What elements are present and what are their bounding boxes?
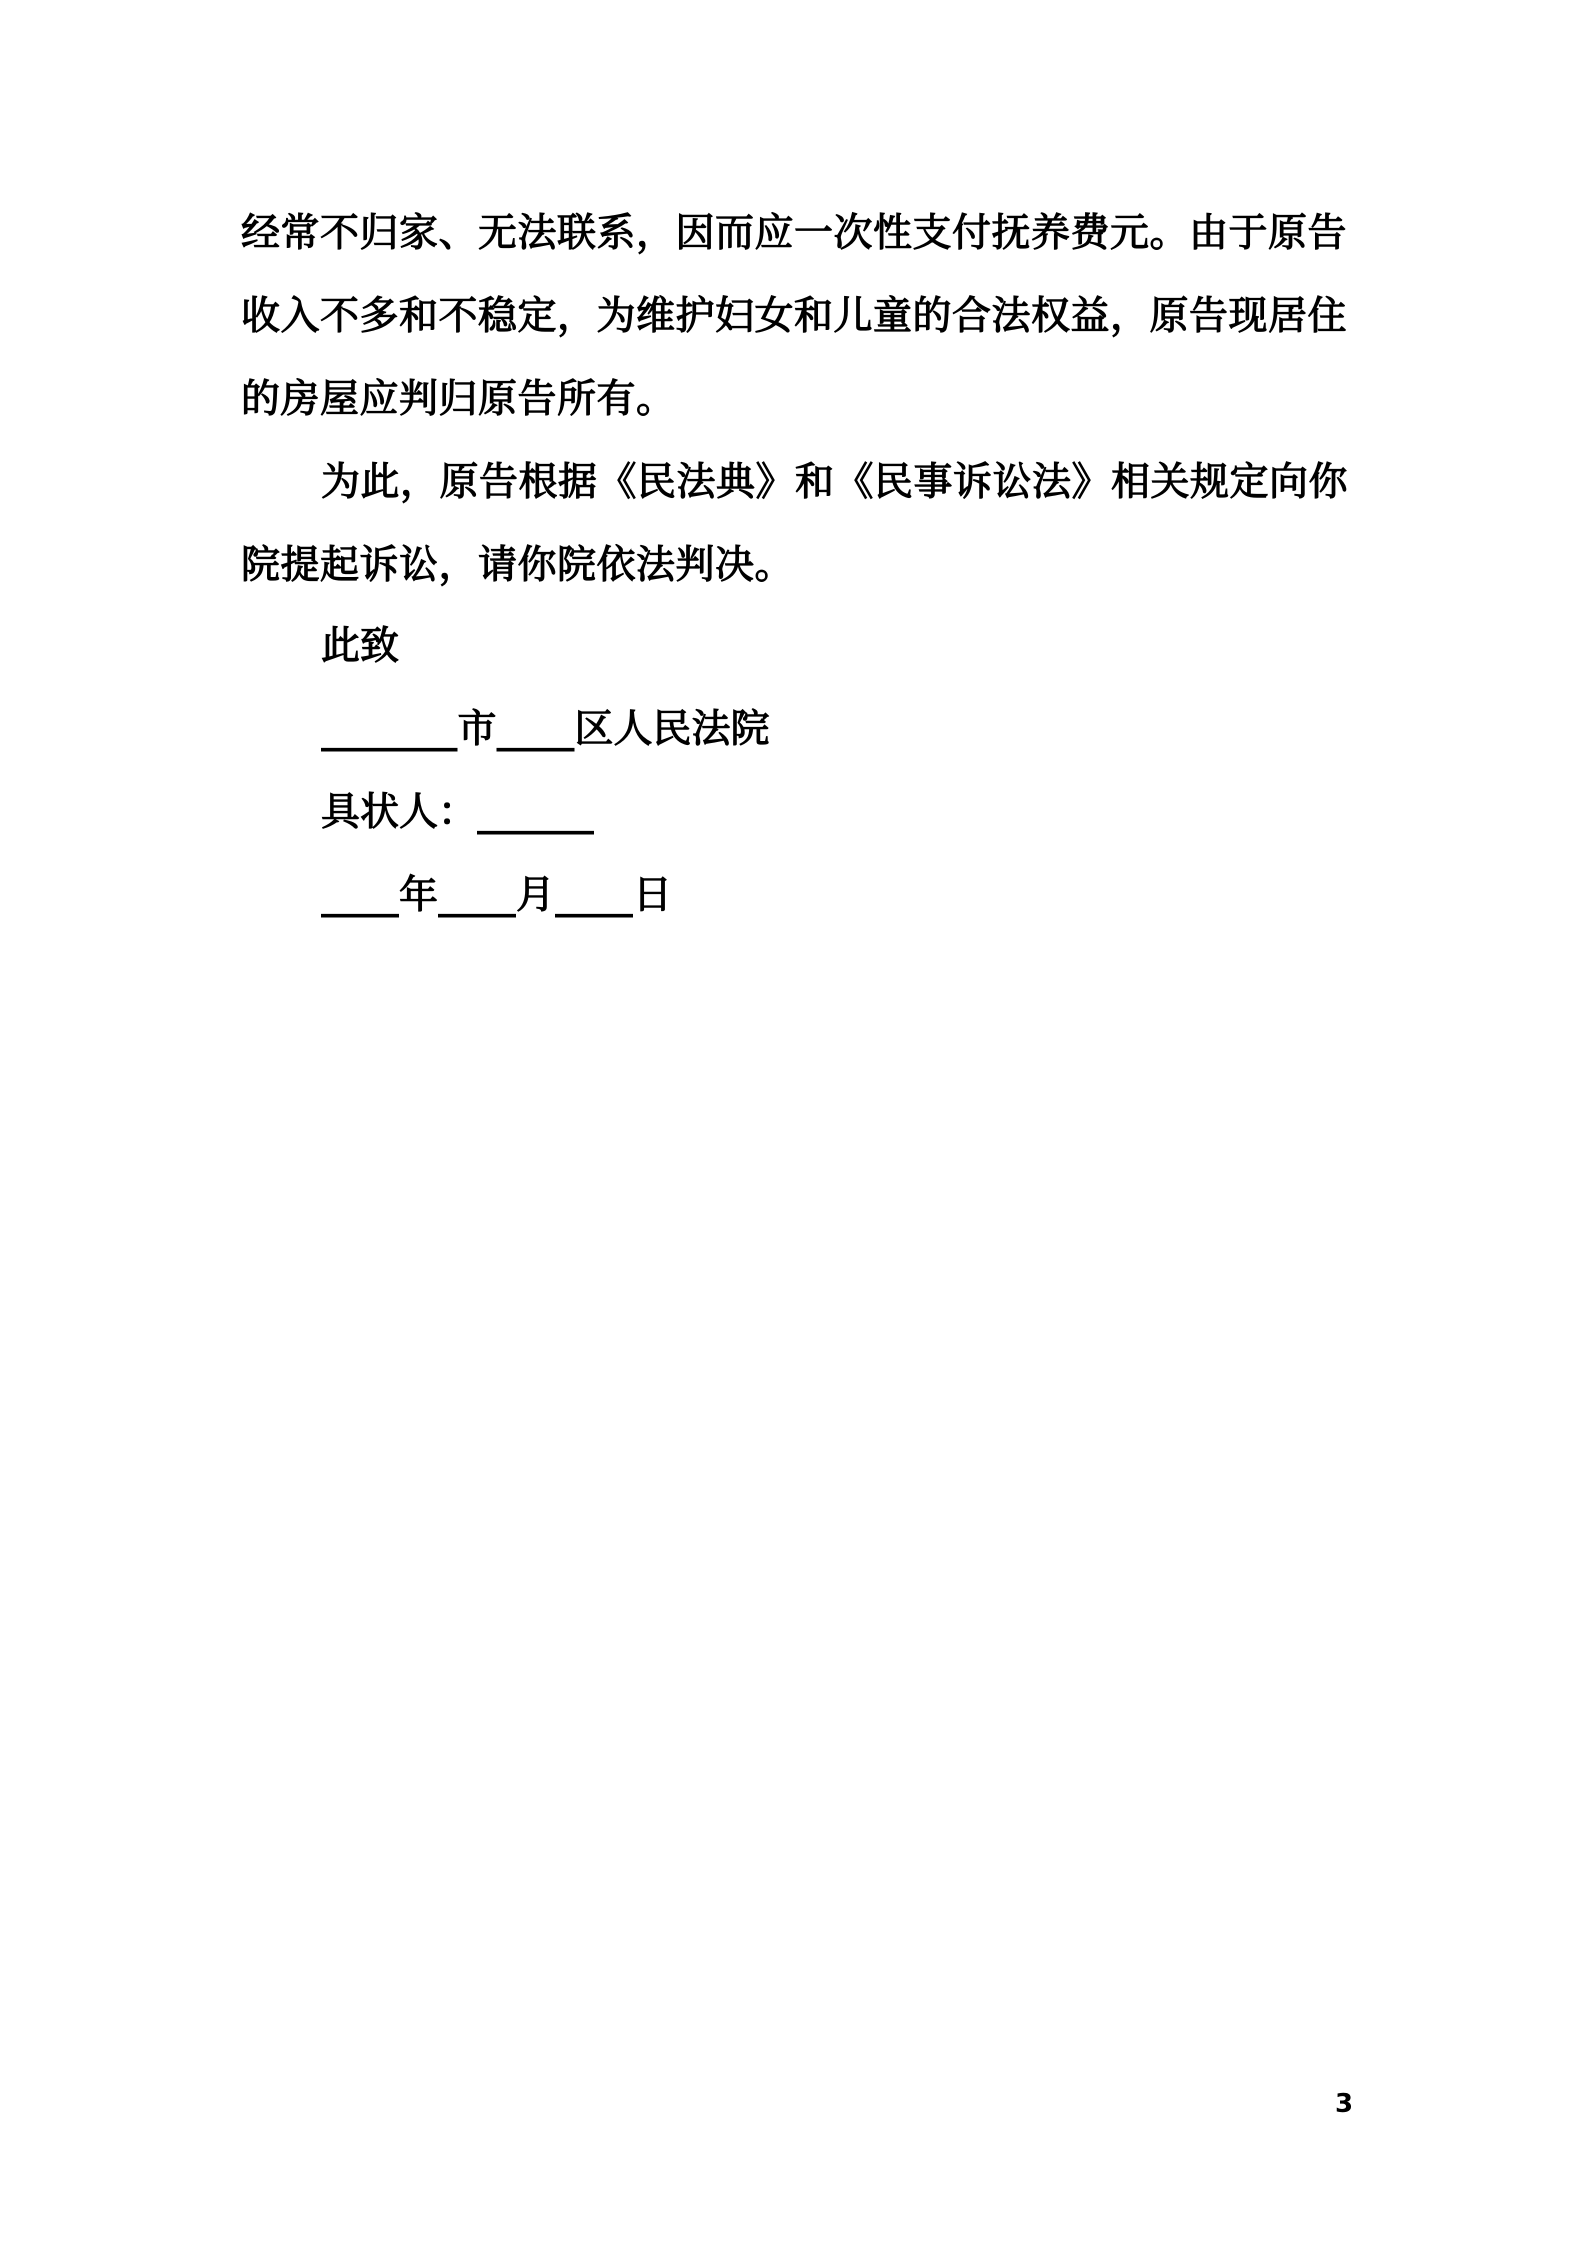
court-address: _______市____区人民法院: [321, 707, 770, 752]
paragraph-1-line-2: 收入不多和不稳定，为维护妇女和儿童的合法权益，原告现居住: [241, 294, 1348, 339]
page-number: 3: [1335, 2089, 1354, 2119]
salutation: 此致: [321, 624, 400, 669]
plaintiff-signature: 具状人：______: [321, 790, 595, 835]
paragraph-1-line-1: 经常不归家、无法联系，因而应一次性支付抚养费元。由于原告: [241, 211, 1348, 256]
document-body: [241, 192, 1355, 607]
date-line: ____年____月____日: [321, 873, 673, 918]
paragraph-2-line-2: 院提起诉讼，请你院依法判决。: [241, 543, 795, 588]
paragraph-2-line-1: 为此，原告根据《民法典》和《民事诉讼法》相关规定向你: [321, 460, 1349, 505]
paragraph-1-line-3: 的房屋应判归原告所有。: [241, 377, 676, 422]
